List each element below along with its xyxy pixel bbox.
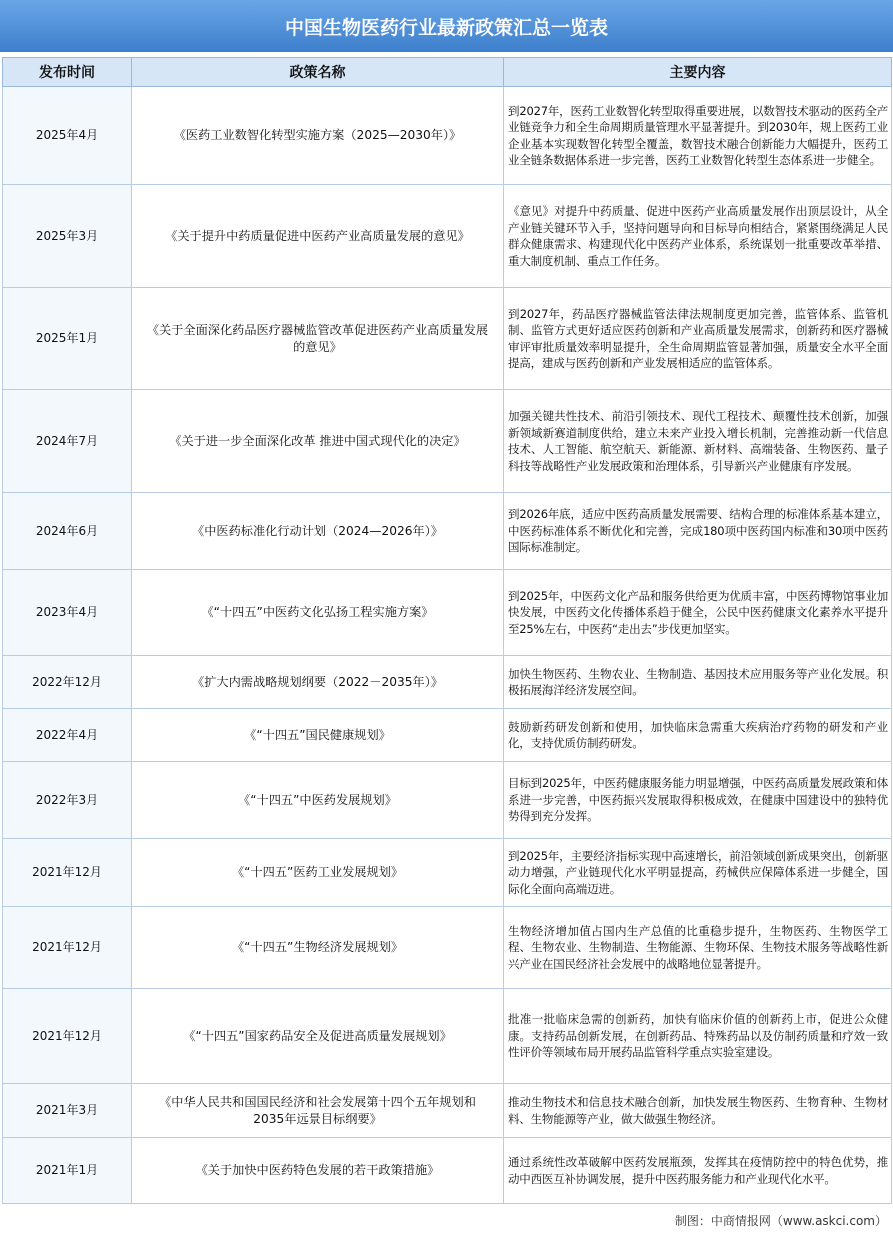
policy-table [2, 57, 892, 1204]
row-policy-name: 《关于加快中医药特色发展的若干政策措施》 [132, 1138, 504, 1204]
row-content: 生物经济增加值占国内生产总值的比重稳步提升，生物医药、生物医学工程、生物农业、生物制造、生物能源、生物环保、生物技术服务等战略性新兴产业在国民经济社会发展中的战略地位显著提升。 [504, 907, 892, 989]
row-content: 通过系统性改革破解中医药发展瓶颈，发挥其在疫情防控中的特色优势，推动中西医互补协调发展，提升中医药服务能力和产业现代化水平。 [504, 1138, 892, 1204]
table-row [3, 493, 892, 570]
row-policy-name: 《“十四五”国民健康规划》 [132, 709, 504, 762]
row-policy-name: 《“十四五”医药工业发展规划》 [132, 839, 504, 907]
row-policy-name: 《中医药标准化行动计划（2024—2026年）》 [132, 493, 504, 570]
row-date: 2025年3月 [3, 185, 132, 288]
table-row [3, 656, 892, 709]
table-row [3, 185, 892, 288]
row-date: 2023年4月 [3, 570, 132, 656]
row-policy-name: 《中华人民共和国国民经济和社会发展第十四个五年规划和2035年远景目标纲要》 [132, 1084, 504, 1138]
row-content: 目标到2025年，中医药健康服务能力明显增强，中医药高质量发展政策和体系进一步完善，中医药振兴发展取得积极成效，在健康中国建设中的独特优势得到充分发挥。 [504, 762, 892, 839]
row-date: 2021年12月 [3, 989, 132, 1084]
header-name: 政策名称 [132, 58, 504, 87]
row-content: 到2025年，主要经济指标实现中高速增长，前沿领域创新成果突出，创新驱动力增强，产业链现代化水平明显提高，药械供应保障体系进一步健全，国际化全面向高端迈进。 [504, 839, 892, 907]
source-credit: 制图：中商情报网（www.askci.com） [674, 1214, 887, 1228]
row-date: 2021年3月 [3, 1084, 132, 1138]
row-content: 到2027年，医药工业数智化转型取得重要进展，以数智技术驱动的医药全产业链竞争力和全生命周期质量管理水平显著提升。到2030年，规上医药工业企业基本实现数智化转型全覆盖，数智技术融合创新能力大幅提升，医药工业全链条数据体系进一步完善，医药工业数智化转型生态体系进一步健全。 [504, 87, 892, 185]
table-row [3, 570, 892, 656]
row-content: 加强关键共性技术、前沿引领技术、现代工程技术、颠覆性技术创新，加强新领域新赛道制度供给，建立未来产业投入增长机制，完善推动新一代信息技术、人工智能、航空航天、新能源、新材料、高端装备、生物医药、量子科技等战略性产业发展政策和治理体系，引导新兴产业健康有序发展。 [504, 390, 892, 493]
table-row [3, 390, 892, 493]
row-date: 2022年4月 [3, 709, 132, 762]
row-content: 批准一批临床急需的创新药，加快有临床价值的创新药上市，促进公众健康。支持药品创新发展，在创新药品、特殊药品以及仿制药质量和疗效一致性评价等领域布局开展药品监管科学重点实验室建设。 [504, 989, 892, 1084]
table-row [3, 709, 892, 762]
table-row [3, 989, 892, 1084]
row-policy-name: 《“十四五”国家药品安全及促进高质量发展规划》 [132, 989, 504, 1084]
row-date: 2021年12月 [3, 907, 132, 989]
row-date: 2021年12月 [3, 839, 132, 907]
table-row [3, 87, 892, 185]
row-content: 到2026年底，适应中医药高质量发展需要、结构合理的标准体系基本建立，中医药标准体系不断优化和完善，完成180项中医药国内标准和30项中医药国际标准制定。 [504, 493, 892, 570]
table-row [3, 1138, 892, 1204]
row-policy-name: 《关于全面深化药品医疗器械监管改革促进医药产业高质量发展的意见》 [132, 288, 504, 390]
row-date: 2025年4月 [3, 87, 132, 185]
table-row [3, 907, 892, 989]
row-date: 2024年6月 [3, 493, 132, 570]
row-date: 2025年1月 [3, 288, 132, 390]
table-row [3, 839, 892, 907]
row-policy-name: 《关于提升中药质量促进中医药产业高质量发展的意见》 [132, 185, 504, 288]
row-content: 鼓励新药研发创新和使用，加快临床急需重大疾病治疗药物的研发和产业化，支持优质仿制药研发。 [504, 709, 892, 762]
table-row [3, 1084, 892, 1138]
row-policy-name: 《“十四五”生物经济发展规划》 [132, 907, 504, 989]
row-policy-name: 《扩大内需战略规划纲要（2022－2035年）》 [132, 656, 504, 709]
row-date: 2022年12月 [3, 656, 132, 709]
table-row [3, 288, 892, 390]
row-content: 加快生物医药、生物农业、生物制造、基因技术应用服务等产业化发展。积极拓展海洋经济发展空间。 [504, 656, 892, 709]
row-date: 2024年7月 [3, 390, 132, 493]
row-policy-name: 《“十四五”中医药文化弘扬工程实施方案》 [132, 570, 504, 656]
row-content: 到2027年，药品医疗器械监管法律法规制度更加完善，监管体系、监管机制、监管方式更好适应医药创新和产业高质量发展需求，创新药和医疗器械审评审批质量效率明显提升，全生命周期监管显著加强，质量安全水平全面提高，建成与医药创新和产业发展相适应的监管体系。 [504, 288, 892, 390]
row-content: 到2025年，中医药文化产品和服务供给更为优质丰富，中医药博物馆事业加快发展，中医药文化传播体系趋于健全，公民中医药健康文化素养水平提升至25%左右，中医药“走出去”步伐更加坚实。 [504, 570, 892, 656]
row-policy-name: 《关于进一步全面深化改革 推进中国式现代化的决定》 [132, 390, 504, 493]
header-date: 发布时间 [3, 58, 132, 87]
row-policy-name: 《医药工业数智化转型实施方案（2025—2030年）》 [132, 87, 504, 185]
row-date: 2022年3月 [3, 762, 132, 839]
page-title: 中国生物医药行业最新政策汇总一览表 [0, 0, 893, 52]
row-content: 推动生物技术和信息技术融合创新，加快发展生物医药、生物育种、生物材料、生物能源等产业，做大做强生物经济。 [504, 1084, 892, 1138]
table-row [3, 762, 892, 839]
row-policy-name: 《“十四五”中医药发展规划》 [132, 762, 504, 839]
table-header-row [3, 58, 892, 87]
header-content: 主要内容 [504, 58, 892, 87]
row-date: 2021年1月 [3, 1138, 132, 1204]
row-content: 《意见》对提升中药质量、促进中医药产业高质量发展作出顶层设计，从全产业链关键环节入手，坚持问题导向和目标导向相结合，紧紧围绕满足人民群众健康需求、构建现代化中医药产业体系，系统谋划一批重要改革举措、重大制度机制、重点工作任务。 [504, 185, 892, 288]
